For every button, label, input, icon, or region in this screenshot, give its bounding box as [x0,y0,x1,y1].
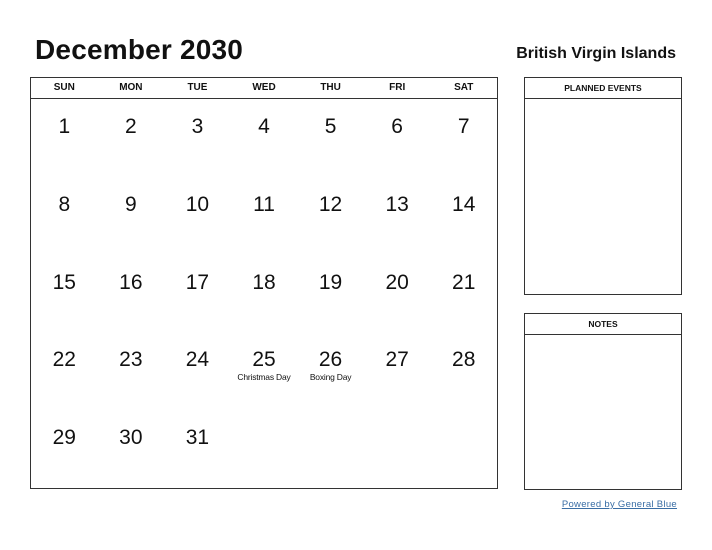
day-number: 30 [119,426,143,450]
day-cell [164,332,231,410]
day-cell [31,177,98,255]
day-cell [231,177,298,255]
weekday-mon: MON [119,82,143,93]
day-number: 4 [258,115,270,138]
day-cell [364,177,431,255]
day-cell [31,99,98,177]
day-number: 2 [125,115,137,138]
day-cell [164,99,231,177]
day-cell [98,410,165,488]
day-cell [364,410,431,488]
weekday-fri: FRI [389,82,406,93]
day-number: 19 [318,270,343,294]
day-cell [297,410,364,488]
day-number: 3 [191,115,204,138]
weekday-sun: SUN [53,82,75,93]
notes-box [524,313,682,490]
day-cell [430,177,497,255]
day-cell [297,177,364,255]
day-cell [231,99,298,177]
day-cell [430,255,497,333]
day-number: 11 [253,192,275,216]
day-cell [31,255,98,333]
weekday-tue: TUE [187,82,208,93]
day-number: 31 [185,426,210,450]
day-number: 23 [119,348,143,372]
day-cell [231,410,298,488]
day-cell [430,99,497,177]
weekday-thu: THU [320,82,341,93]
day-number: 14 [452,192,476,216]
day-cell [164,255,231,333]
day-number: 15 [52,270,76,294]
day-number: 17 [185,270,210,294]
day-cell [98,99,165,177]
day-number: 10 [185,192,210,216]
day-number: 9 [125,192,137,216]
day-number: 1 [58,115,71,138]
day-cell [31,332,98,410]
day-cell [297,255,364,333]
day-number: 12 [318,192,343,216]
day-number: 27 [385,348,409,372]
day-number: 26 [318,348,343,372]
planned-events-header: PLANNED EVENTS [525,78,681,99]
weekday-wed: WED [252,82,276,93]
region-label: British Virgin Islands [516,45,676,62]
day-number: 22 [52,348,76,372]
day-cell [231,332,298,410]
day-number: 29 [52,426,76,450]
day-cell [430,332,497,410]
month-calendar [30,77,498,489]
day-number: 18 [252,270,276,294]
planned-events-box [524,77,682,295]
day-cell [364,99,431,177]
day-number: 20 [385,270,409,294]
day-number: 25 [252,348,276,372]
day-cell [231,255,298,333]
notes-header: NOTES [525,314,681,335]
day-number: 8 [58,192,71,216]
day-number: 28 [452,348,476,372]
day-number: 7 [457,115,470,138]
day-number: 5 [324,115,337,138]
day-cell [430,410,497,488]
day-cell [164,177,231,255]
day-cell [31,410,98,488]
day-cell [364,332,431,410]
holiday-label: Boxing Day [309,372,352,383]
day-grid [31,99,497,488]
day-cell [297,99,364,177]
weekday-header-row [31,78,497,99]
powered-by-link[interactable]: Powered by General Blue [561,499,677,510]
day-number: 24 [185,348,210,372]
day-cell [98,255,165,333]
day-number: 6 [391,115,403,138]
day-number: 16 [119,270,143,294]
holiday-label: Christmas Day [237,372,291,383]
weekday-sat: SAT [454,82,474,93]
day-cell [164,410,231,488]
day-cell [98,177,165,255]
day-number: 13 [385,192,409,216]
day-cell [98,332,165,410]
page-title: December 2030 [35,34,244,65]
day-number: 21 [452,270,476,294]
day-cell [297,332,364,410]
day-cell [364,255,431,333]
